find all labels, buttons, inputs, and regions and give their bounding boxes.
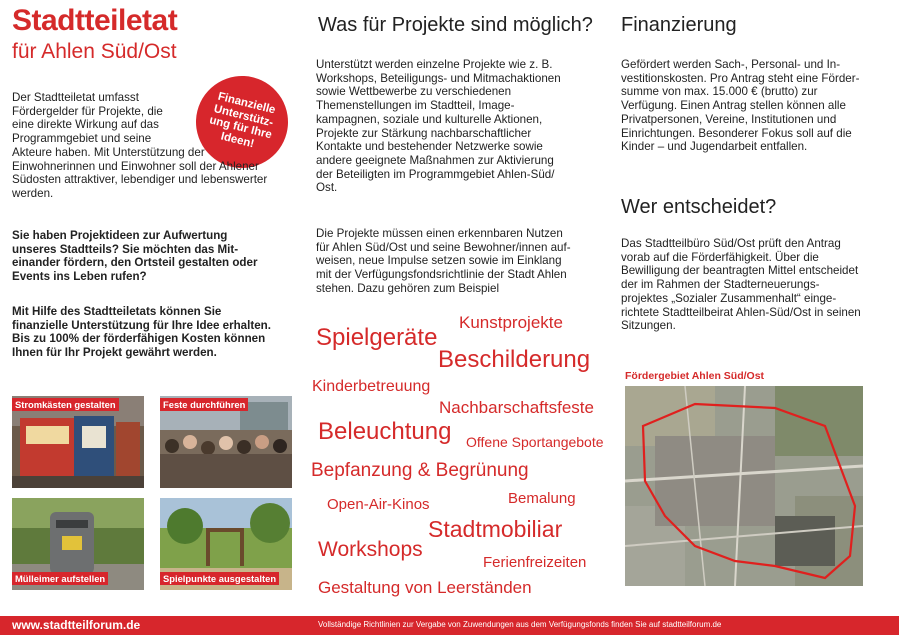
footer-url-link[interactable]: www.stadtteilforum.de bbox=[12, 618, 141, 632]
photo-label: Stromkästen gestalten bbox=[12, 398, 119, 411]
projects-heading: Was für Projekte sind möglich? bbox=[318, 14, 593, 36]
word-bemalung: Bemalung bbox=[508, 490, 576, 507]
projects-para-2: Die Projekte müssen einen erkennbaren Nutzen für Ahlen Süd/Ost und seine Bewohner/innen auf- weisen, neue Impulse setzen sowie im Einklang mit der Verfügungsfondsrichtlinie der Stadt Ahlen stehen. Dazu gehören zum Beispiel bbox=[316, 227, 571, 295]
projects-para-1: Unterstützt werden einzelne Projekte wie z. B. Workshops, Beteiligungs- und Mitmachaktionen sowie Wettbewerbe zu verschiedenen Themenstellungen im Stadtteil, Image- kampagnen, soziale und kulturelle Aktionen, Projekte zur Stärkung nachbarschaftlicher Kontakte und bestehender Netzwerke sowie andere geeignete Maßnahmen zur Aktivierung der Beteiligten im Programmgebiet Ahlen-Süd/ Ost. bbox=[316, 58, 561, 195]
page-subtitle: für Ahlen Süd/Ost bbox=[12, 40, 177, 63]
decision-text: Das Stadtteilbüro Süd/Ost prüft den Antrag vorab auf die Förderfähigkeit. Über die Bewilligung der beantragten Mittel entscheidet der im Rahmen der Stadterneuerungs- projektes „Sozialer Zusammenhalt“ einge- richtete Stadtteilbeirat Ahlen-Süd/Ost in seinen Sitzungen. bbox=[621, 237, 861, 333]
financing-text: Gefördert werden Sach-, Personal- und In- vestitionskosten. Pro Antrag steht eine Förder- summe von max. 15.000 € (brutto) zur Verfügung. Einen Antrag stellen können alle Privatpersonen, Vereine, Institutionen und Einrichtungen. Besonderer Fokus soll auf die Kinder – und Jugendarbeit entfallen. bbox=[621, 58, 860, 154]
word-kunstprojekte: Kunstprojekte bbox=[459, 313, 563, 332]
map-title: Fördergebiet Ahlen Süd/Ost bbox=[625, 370, 765, 382]
word-stadtmobiliar: Stadtmobiliar bbox=[428, 516, 563, 542]
photo-label: Spielpunkte ausgestalten bbox=[160, 572, 279, 585]
word-open-air-kinos: Open-Air-Kinos bbox=[327, 496, 430, 513]
word-offene-sportangebote: Offene Sportangebote bbox=[466, 434, 604, 450]
question-text: Sie haben Projektideen zur Aufwertung unseres Stadtteils? Sie möchten das Mit- einander fördern, den Ortsteil gestalten oder Events ins Leben rufen? bbox=[12, 229, 258, 284]
financing-heading: Finanzierung bbox=[621, 14, 737, 36]
word-nachbarschaftsfeste: Nachbarschaftsfeste bbox=[439, 398, 594, 417]
word-spielgeraete: Spielgeräte bbox=[316, 324, 438, 351]
word-workshops: Workshops bbox=[318, 538, 423, 561]
word-beschilderung: Beschilderung bbox=[438, 346, 591, 373]
word-kinderbetreuung: Kinderbetreuung bbox=[312, 378, 431, 395]
footer-note: Vollständige Richtlinien zur Vergabe von Zuwendungen aus dem Verfügungsfonds finden Sie auf stadtteilforum.de bbox=[318, 620, 722, 629]
help-text: Mit Hilfe des Stadtteiletats können Sie finanzielle Unterstützung für Ihre Idee erhalten. Bis zu 100% der förderfähigen Kosten können Ihnen für Ihr Projekt gewährt werden. bbox=[12, 305, 271, 360]
photo-muelleimer bbox=[12, 498, 144, 590]
area-map bbox=[625, 386, 863, 586]
word-bepfanzung: Bepfanzung & Begrünung bbox=[311, 460, 529, 481]
photo-spielpunkte bbox=[160, 498, 292, 590]
photo-label: Mülleimer aufstellen bbox=[12, 572, 108, 585]
photo-feste bbox=[160, 396, 292, 488]
word-gestaltung-leerstaende: Gestaltung von Leerständen bbox=[318, 578, 532, 597]
photo-label: Feste durchführen bbox=[160, 398, 248, 411]
photo-stromkaesten bbox=[12, 396, 144, 488]
word-beleuchtung: Beleuchtung bbox=[318, 418, 452, 445]
intro-text: Der Stadtteiletat umfasst Fördergelder für Projekte, die eine direkte Wirkung auf das Programmgebiet und seine Akteure haben. Mit Unterstützung der Einwohnerinnen und Einwohner soll der Ahlener Südosten attraktiver, lebendiger und lebenswerter werden. bbox=[12, 91, 268, 200]
page-title: Stadtteiletat bbox=[12, 4, 178, 37]
footer-bar bbox=[0, 616, 899, 635]
decision-heading: Wer entscheidet? bbox=[621, 196, 777, 218]
area-map-image bbox=[625, 386, 863, 586]
word-ferienfreizeiten: Ferienfreizeiten bbox=[483, 554, 587, 571]
badge-text: Finanzielle Unterstütz-ung für Ihre Ideen! bbox=[208, 90, 277, 150]
